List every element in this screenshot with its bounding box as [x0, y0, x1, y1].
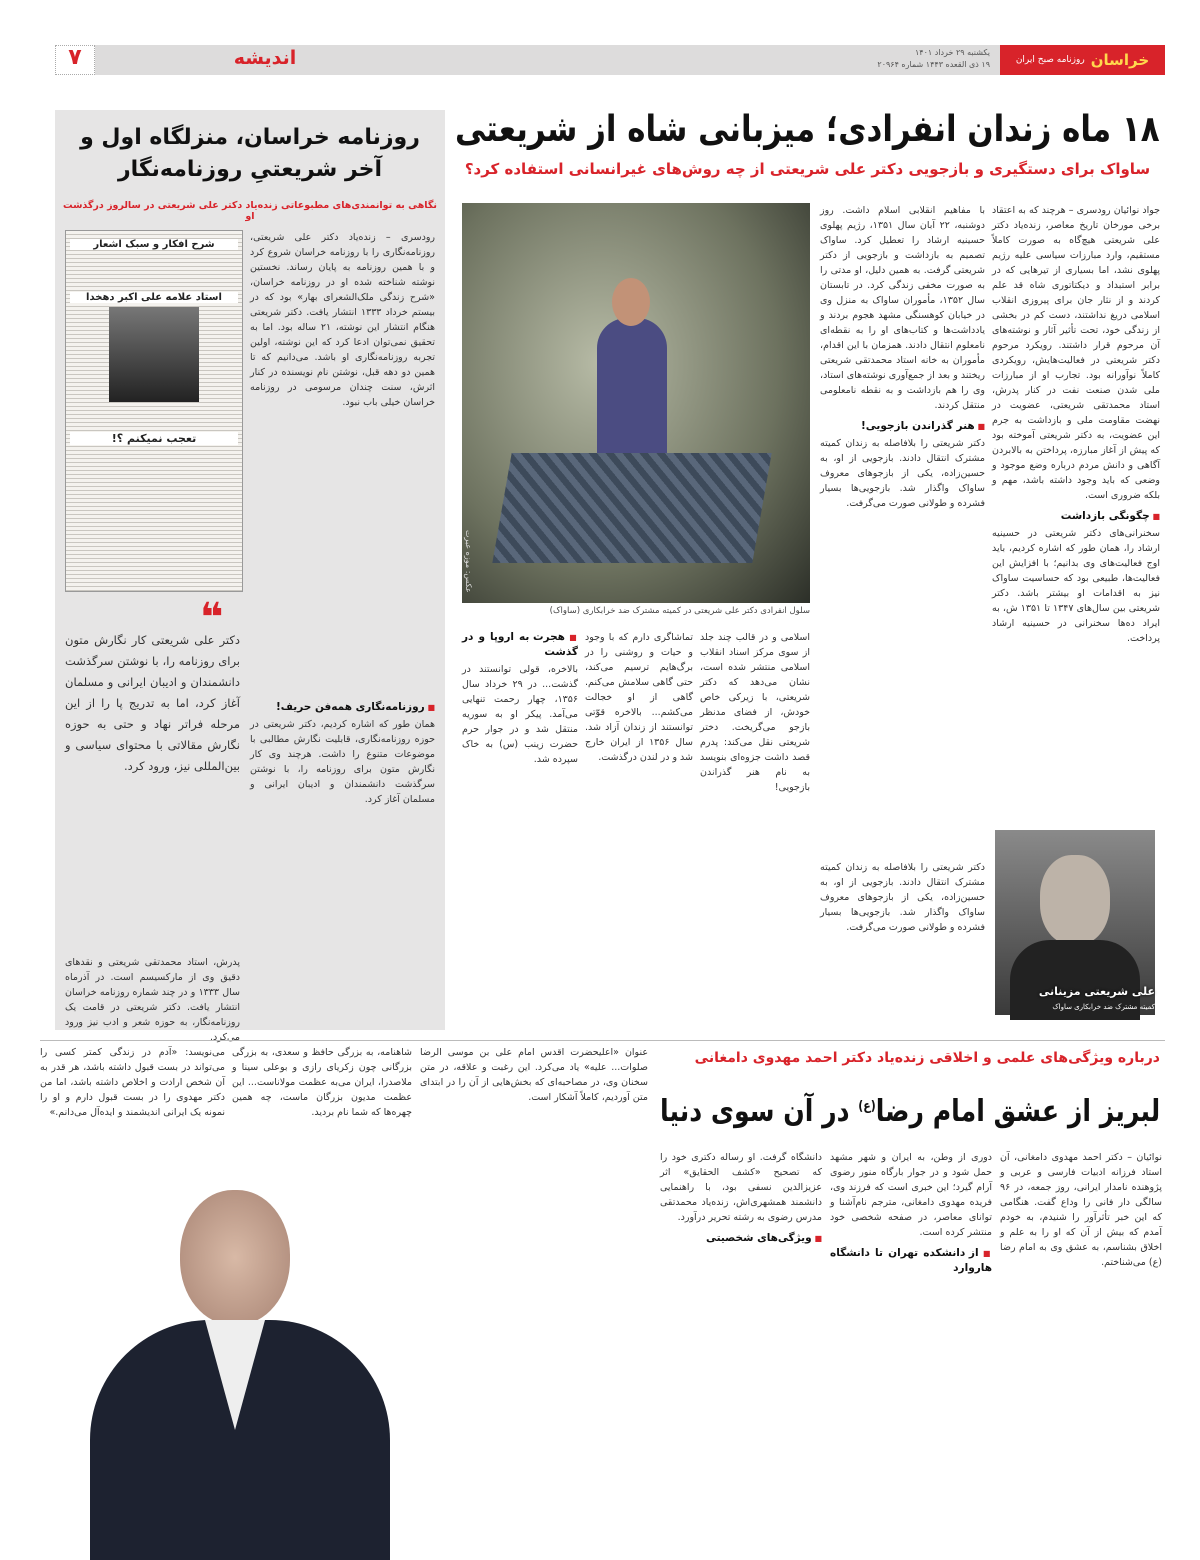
date-solar: یکشنبه ۲۹ خرداد ۱۴۰۱ [914, 48, 990, 57]
divider [40, 1040, 1165, 1041]
bottom-col-3 [660, 1150, 822, 1545]
text: شاهنامه، به بزرگی حافظ و سعدی، به بزرگی بزرگانی چون زکریای رازی و بوعلی سینا و ملاصدرا، ایران می‌به عظمت مولاناست... این عظمت مدیون بزرگان ماست، چه همین چهره‌ها که شما نام بردید. [232, 1047, 412, 1118]
date-lunar: ۱۹ ذی القعده ۱۴۴۳ شماره ۲۰۹۶۴ [877, 60, 990, 69]
text: با مفاهیم انقلابی اسلام داشت. روز دوشنبه، ۲۲ آبان سال ۱۳۵۱، رژیم پهلوی حسینیه ارشاد را تعطیل کرد. ساواک تصمیم به بازداشت و بازجویی از دکتر شریعتی گرفت. به همین دلیل، او مدتی را به صورت مخفی زندگی کرد. در تابستان سال ۱۳۵۲، مأموران ساواک به منزل وی در خیابان کوهسنگی مشهد هجوم بردند و یادداشت‌ها و کتاب‌های او را به نقطه‌ای نامعلوم انتقال دادند. همزمان با این اقدام، مأموران به خانه استاد محمدتقی شریعتی ریختند و بعد از جمع‌آوری نوشته‌های استاد، وی را هم بازداشت و به نقطه نامعلومی منتقل کردند. [820, 205, 986, 411]
subheading: ■ روزنامه‌نگاری همه‌فن حریف! [250, 700, 435, 715]
main-col-2b [820, 860, 985, 1025]
subheading: ■ هجرت به اروپا و در گذشت [462, 630, 578, 660]
scholar-head [180, 1190, 290, 1325]
main-col-1 [992, 203, 1160, 818]
bottom-kicker: درباره ویژگی‌های علمی و اخلاقی زنده‌یاد دکتر احمد مهدوی دامغانی [694, 1050, 1160, 1066]
main-col-3 [700, 630, 810, 1025]
page-number: ۷ [68, 45, 82, 70]
scholar-photo [40, 1180, 412, 1545]
text: تماشاگری دارم که با وجود و حیات و روشنی را در برگ‌هایم ترسیم می‌کند، حتی گاهی سلامش می‌کنم. گاهی از او خجالت می‌کشم... بالاخره قوّتی توانستند از زندان آزاد شد. سال ۱۳۵۶ از ایران خارج شد و در لندن درگذشت. [585, 632, 693, 763]
clip-photo [109, 307, 199, 402]
bottom-title-box [660, 1085, 1160, 1131]
subheading: ■ هنر گذراندن بازجویی! [820, 419, 985, 434]
sidebar-col-3 [250, 700, 435, 1020]
cell-photo [462, 203, 810, 603]
main-title: ۱۸ ماه زندان انفرادی؛ میزبانی شاه از شریعتی [455, 109, 1160, 150]
header-bar [55, 45, 1165, 75]
text: جواد نوائیان رودسری – هرچند که به اعتقاد برخی مورخان تاریخ معاصر، زنده‌یاد دکتر علی شریعتی هیچ‌گاه به صورت کاملاً مستقیم، وارد مبارزات سیاسی علیه رژیم پهلوی نشد، اما بسیاری از تیرهایی که در برابر استبداد و دیکتاتوری شاه قد علم کردند و از نثار جان برای پیروزی انقلاب اسلامی دریغ نداشتند، دست کم در بخشی از زندگی خود، تحت تأثیر آثار و نوشته‌های آن مرحوم قرار داشتند. رویکرد مرحوم دکتر شریعتی در فعالیت‌هایش، رویکردی کاملاً نوآورانه بود. تجارب او از مبارزات ملی شدن صنعت نفت در کنار پدرش، استاد محمدتقی شریعتی، عضویت در نهضت مقاومت ملی و بازداشت به جرم این عضویت، به‌ دکتر شریعتی آموخته بود که پیش از آغاز مبارزه، پرداختن به بالابردن آگاهی و دانش مردم درباره وضع موجود و وضعی که باید وجود داشته باشد، مهم و بلکه ضروری است. [992, 205, 1160, 501]
text: دکتر شریعتی را بلافاصله به زندان کمیته مشترک انتقال دادند. بازجویی از او، به حسین‌زاده، یکی از بازجوهای معروف ساواک واگذار شد. بازجویی‌ها بسیار فشرده و طولانی صورت می‌گرفت. [820, 438, 985, 509]
bottom-col-1 [1000, 1150, 1162, 1545]
portrait-caption: علی شریعتی مزینانی [1038, 985, 1155, 998]
text: سخنرانی‌های دکتر شریعتی در حسینیه ارشاد را، همان طور که اشاره کردیم، باید اوج فعالیت‌های وی بدانیم؛ با افزایش این فعالیت‌ها، طبیعی بود که حساسیت ساواک نیز به اقدامات او بیشتر باشد. دکتر شریعتی بین سال‌های ۱۳۴۷ تا ۱۳۵۱ ش، به ایراد ده‌ها سخنرانی در حسینیه ارشاد پرداخت. [992, 528, 1160, 644]
tagline: روزنامه صبح ایران [1015, 55, 1085, 65]
text: پدرش، استاد محمدتقی شریعتی و نقدهای دقیق وی از مارکسیسم است. در آذرماه سال ۱۳۳۳ و در چند شماره روزنامه خراسان انتشار یافت. دکتر شریعتی در قامت یک روزنامه‌نگار، به حوزه شعر و ادب نیز ورود می‌کرد. [65, 957, 240, 1043]
title-part: لبریز از عشق امام رضا [875, 1094, 1160, 1129]
main-col-2 [820, 203, 985, 853]
main-col-5 [462, 630, 578, 1025]
subheading: ■ چگونگی بازداشت [992, 509, 1160, 524]
title-part: در آن سوی دنیا [659, 1094, 850, 1129]
text: همان طور که اشاره کردیم، دکتر شریعتی در حوزه روزنامه‌نگاری، قابلیت نگارش مطالبی با موضوعات متنوع را داشت. هرچند وی کار نگارش متون برای روزنامه را، با نوشتن سرگذشت دانشمندان و ادیبان ایرانی و مسلمان آغاز کرد. [250, 719, 435, 805]
main-title-box [455, 105, 1160, 155]
text: رودسری – زنده‌یاد دکتر علی شریعتی، روزنامه‌نگاری را با روزنامه خراسان شروع کرد و با همین روزنامه به پایان رساند. نخستین نوشته شناخته شده او در روزنامه خراسان، «شرح زندگی ملک‌الشعرای بهار» بود که در بیستم خرداد ۱۳۳۳ انتشار یافت. دکتر شریعتی هنگام انتشار این نوشته، ۲۱ ساله بود. اما به تحقیق نمی‌توان ادعا کرد که این نوشته، اولین تجربه روزنامه‌نگاری او باشد. می‌دانیم که تا همین دو دهه قبل، نوشتن نام نویسنده در کنار اثرش، سنت چندان مرسومی در روزنامه خراسان خیلی باب نبود. [250, 232, 435, 408]
sidebar-title: روزنامه خراسان، منزلگاه اول و آخر شریعتیِ روزنامه‌نگار [80, 125, 420, 182]
text: می‌نویسد: «آدم در زندگی کمتر کسی را می‌تواند در بست قبول داشته باشد، هر قدر به آن شخص ارادت و اخلاص داشته باشد، اما من دکتر مهدوی را در بست قبول دارم و او را نمونه یک ایرانی اندیشمند و ایده‌آل می‌دانم.» [40, 1047, 225, 1118]
sidebar-subtitle: نگاهی به توانمندی‌های مطبوعاتی زنده‌یاد دکتر علی شریعتی در سالروز درگذشت او [63, 200, 437, 222]
date-block [830, 47, 990, 71]
pull-quote: دکتر علی شریعتی کار نگارش متون برای روزنامه را، با نوشتن سرگذشت دانشمندان و ادیبان ایرانی و مسلمان آغاز کرد، اما به تدریج پا را از این مرحله فراتر نهاد و حتی به حوزه نگارش مقالاتی با محتوای سیاسی و بین‌المللی نیز، ورود کرد. [65, 633, 240, 773]
bottom-col-4 [420, 1045, 648, 1545]
text: عنوان «اعلیحضرت اقدس امام علی بن موسی الرضا صلوات... علیه» یاد می‌کرد. این رغبت و علاقه، در متن سخنان وی، در مصاحبه‌ای که بخش‌هایی از آن را در ابتدای متن آوردیم، کاملاً آشکار است. [420, 1047, 648, 1103]
text: دانشگاه گرفت. او رساله دکتری خود را که تصحیح «کشف الحقایق» اثر عزیزالدین نسفی بود، با راهنمایی دانشمند همشهری‌اش، زنده‌یاد محمدتقی مدرس رضوی به رشته تحریر درآورد. [660, 1152, 822, 1223]
portrait-face [1040, 855, 1110, 945]
subheading: ■ ویژگی‌های شخصیتی [660, 1231, 822, 1246]
section-title: اندیشه [233, 47, 297, 69]
bottom-col-6 [40, 1045, 225, 1175]
text: دکتر شریعتی را بلافاصله به زندان کمیته مشترک انتقال دادند. بازجویی از او، به حسین‌زاده، یکی از بازجوهای معروف ساواک واگذار شد. بازجویی‌ها بسیار فشرده و طولانی صورت می‌گرفت. [820, 862, 985, 933]
bottom-col-2 [830, 1150, 992, 1545]
photo-caption: سلول انفرادی دکتر علی شریعتی در کمیته مشترک ضد خرابکاری (ساواک) [549, 606, 810, 616]
prisoner-figure [597, 318, 667, 468]
bottom-col-5 [232, 1045, 412, 1175]
logo-box [1000, 45, 1165, 75]
main-subtitle: ساواک برای دستگیری و بازجویی دکتر علی شریعتی از چه روش‌های غیرانسانی استفاده کرد؟ [464, 160, 1151, 178]
main-col-4 [585, 630, 693, 1025]
clip-headline: تعجب نمیکنم ؟! [70, 432, 238, 445]
title-sup: (ع) [858, 1099, 876, 1114]
logo: خراسان [1090, 51, 1150, 69]
photo-credit: عکس: موزه عبرت [464, 530, 473, 593]
text: نوائیان – دکتر احمد مهدوی دامغانی، آن استاد فرزانه ادبیات فارسی و عربی و پژوهنده نامدار ایرانی، روز جمعه، در ۹۶ سالگی دار فانی را وداع گفت. هنگامی که این خبر تأثرآور را شنیدم، به خودم آمدم که بیش از آن که او را به علم و اخلاق بشناسم، به عشق وی به امام رضا (ع) می‌شناختم. [1000, 1152, 1162, 1268]
portrait-sub: کمیته مشترک ضد خرابکاری ساواک [1052, 1003, 1155, 1011]
text: اسلامی و در قالب چند جلد از سوی مرکز اسناد انقلاب اسلامی منتشر شده است، نشان می‌دهد که دکتر شریعتی، با زیرکی خاص خودش، از فضای مدنظر بازجو می‌گریخت. دختر شریعتی نقل می‌کند: پدرم قصد داشت جزوه‌ای بنویسد به نام هنر گذراندن بازجویی! [700, 632, 810, 793]
clip-headline: استاد علامه علی اکبر دهخدا [70, 292, 238, 303]
subheading: ■ از دانشکده تهران تا دانشگاه هاروارد [830, 1246, 992, 1276]
text: بالاخره، قولی توانستند در گذشت... در ۲۹ خرداد سال ۱۳۵۶، چهار رحمت تنهایی می‌آمد. پیکر او به سوریه منتقل شد و در جوار حرم حضرت زینب (س) به خاک سپرده شد. [462, 664, 579, 765]
blanket [492, 453, 771, 563]
text: دوری از وطن، به ایران و شهر مشهد حمل شود و در جوار بارگاه منور رضوی آرام گیرد؛ این خبری است که فرزند وی، فریده مهدوی دامغانی، مترجم نام‌آشنا و توانای معاصر، در صفحه شخصی خود منتشر کرده است. [830, 1152, 992, 1238]
newspaper-clipping [65, 230, 243, 592]
prisoner-head [612, 278, 650, 326]
sidebar-col-1 [250, 230, 435, 690]
bottom-title [660, 1085, 1160, 1134]
sidebar-col-2 [65, 955, 240, 1043]
quote-icon: ❝ [200, 595, 224, 641]
clip-headline: شرح افکار و سبک اشعار [70, 239, 238, 250]
